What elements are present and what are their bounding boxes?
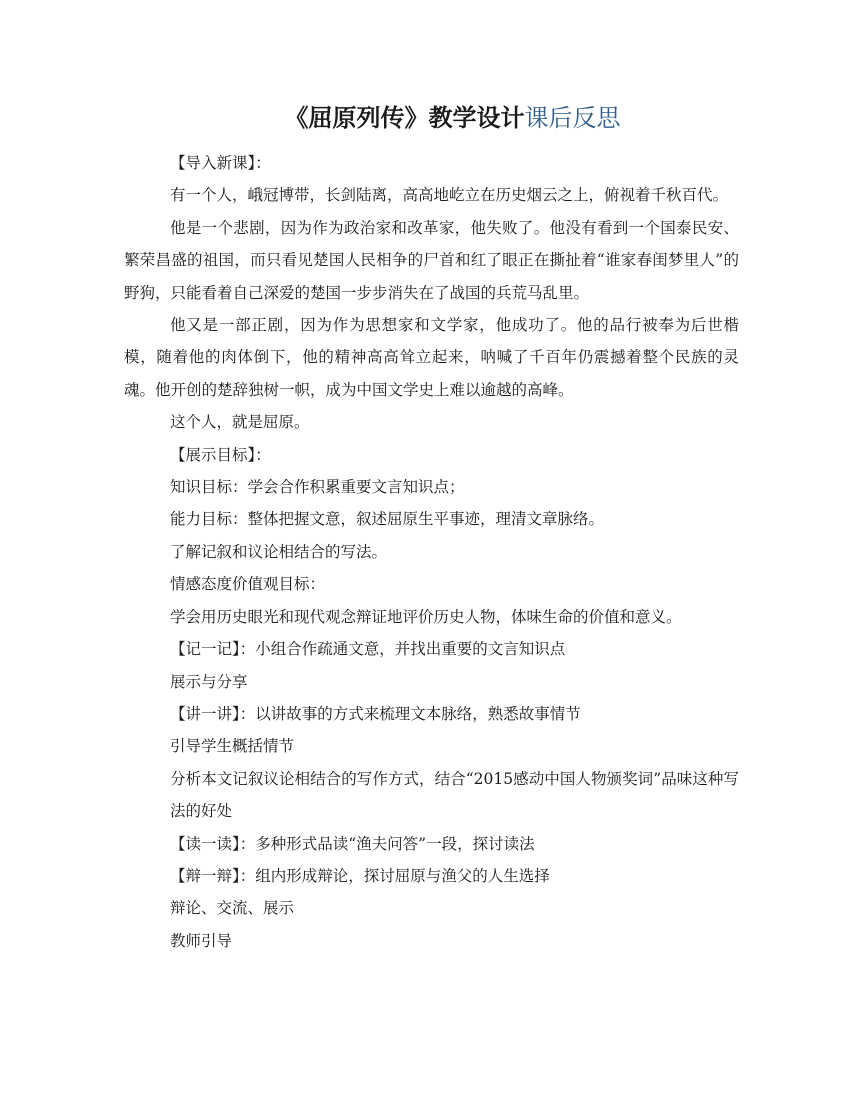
list-item: 分析本文记叙议论相结合的写作方式，结合“2015感动中国人物颁奖词”品味这种写法的好处 [170, 769, 739, 821]
goal-emotion-heading: 情感态度价值观目标： [170, 575, 326, 594]
goal-ability: 能力目标：整体把握文意，叙述屈原生平事迹，理清文章脉络。 [170, 510, 605, 529]
paragraph: 他是一个悲剧，因为作为政治家和改革家，他失败了。他没有看到一个国泰民安、繁荣昌盛的祖国，而只看见楚国人民相争的尸首和红了眼正在撕扯着“谁家春闺梦里人”的野狗，只能看着自己深爱的楚国一步步消失在了战国的兵荒马乱里。 [124, 218, 739, 302]
paragraph: 他又是一部正剧，因为作为思想家和文学家，他成功了。他的品行被奉为后世楷模，随着他的肉体倒下，他的精神高高耸立起来，呐喊了千百年仍震撼着整个民族的灵魂。他开创的楚辞独树一帜，成为中国文学史上难以逾越的高峰。 [124, 316, 739, 399]
section-heading-tell: 【讲一讲】：以讲故事的方式来梳理文本脉络，熟悉故事情节 [170, 704, 581, 723]
goal-emotion: 学会用历史眼光和现代观念辩证地评价历史人物，体味生命的价值和意义。 [170, 607, 682, 626]
document-title [0, 100, 860, 136]
title-accent: 课后反思 [524, 104, 621, 132]
section-heading-debate: 【辩一辩】：组内形成辩论，探讨屈原与渔父的人生选择 [170, 866, 550, 885]
section-heading-intro: 【导入新课】： [170, 154, 271, 172]
paragraph: 这个人，就是屈原。 [170, 413, 310, 432]
section-heading-remember: 【记一记】：小组合作疏通文意，并找出重要的文言知识点 [170, 640, 566, 659]
goal-ability-extra: 了解记叙和议论相结合的写法。 [170, 542, 388, 561]
title-main: 《屈原列传》教学设计 [284, 103, 525, 132]
list-item: 引导学生概括情节 [170, 737, 295, 756]
list-item: 教师引导 [170, 931, 233, 950]
section-heading-read: 【读一读】：多种形式品读“渔夫问答”一段，探讨读法 [170, 834, 535, 853]
list-item: 辩论、交流、展示 [170, 899, 295, 918]
paragraph: 有一个人，峨冠博带，长剑陆离，高高地屹立在历史烟云之上，俯视着千秋百代。 [170, 186, 729, 205]
goal-knowledge: 知识目标：学会合作积累重要文言知识点； [170, 478, 465, 497]
list-item: 展示与分享 [170, 672, 248, 691]
document-body [124, 147, 739, 957]
section-heading-goals: 【展示目标】： [170, 445, 271, 464]
